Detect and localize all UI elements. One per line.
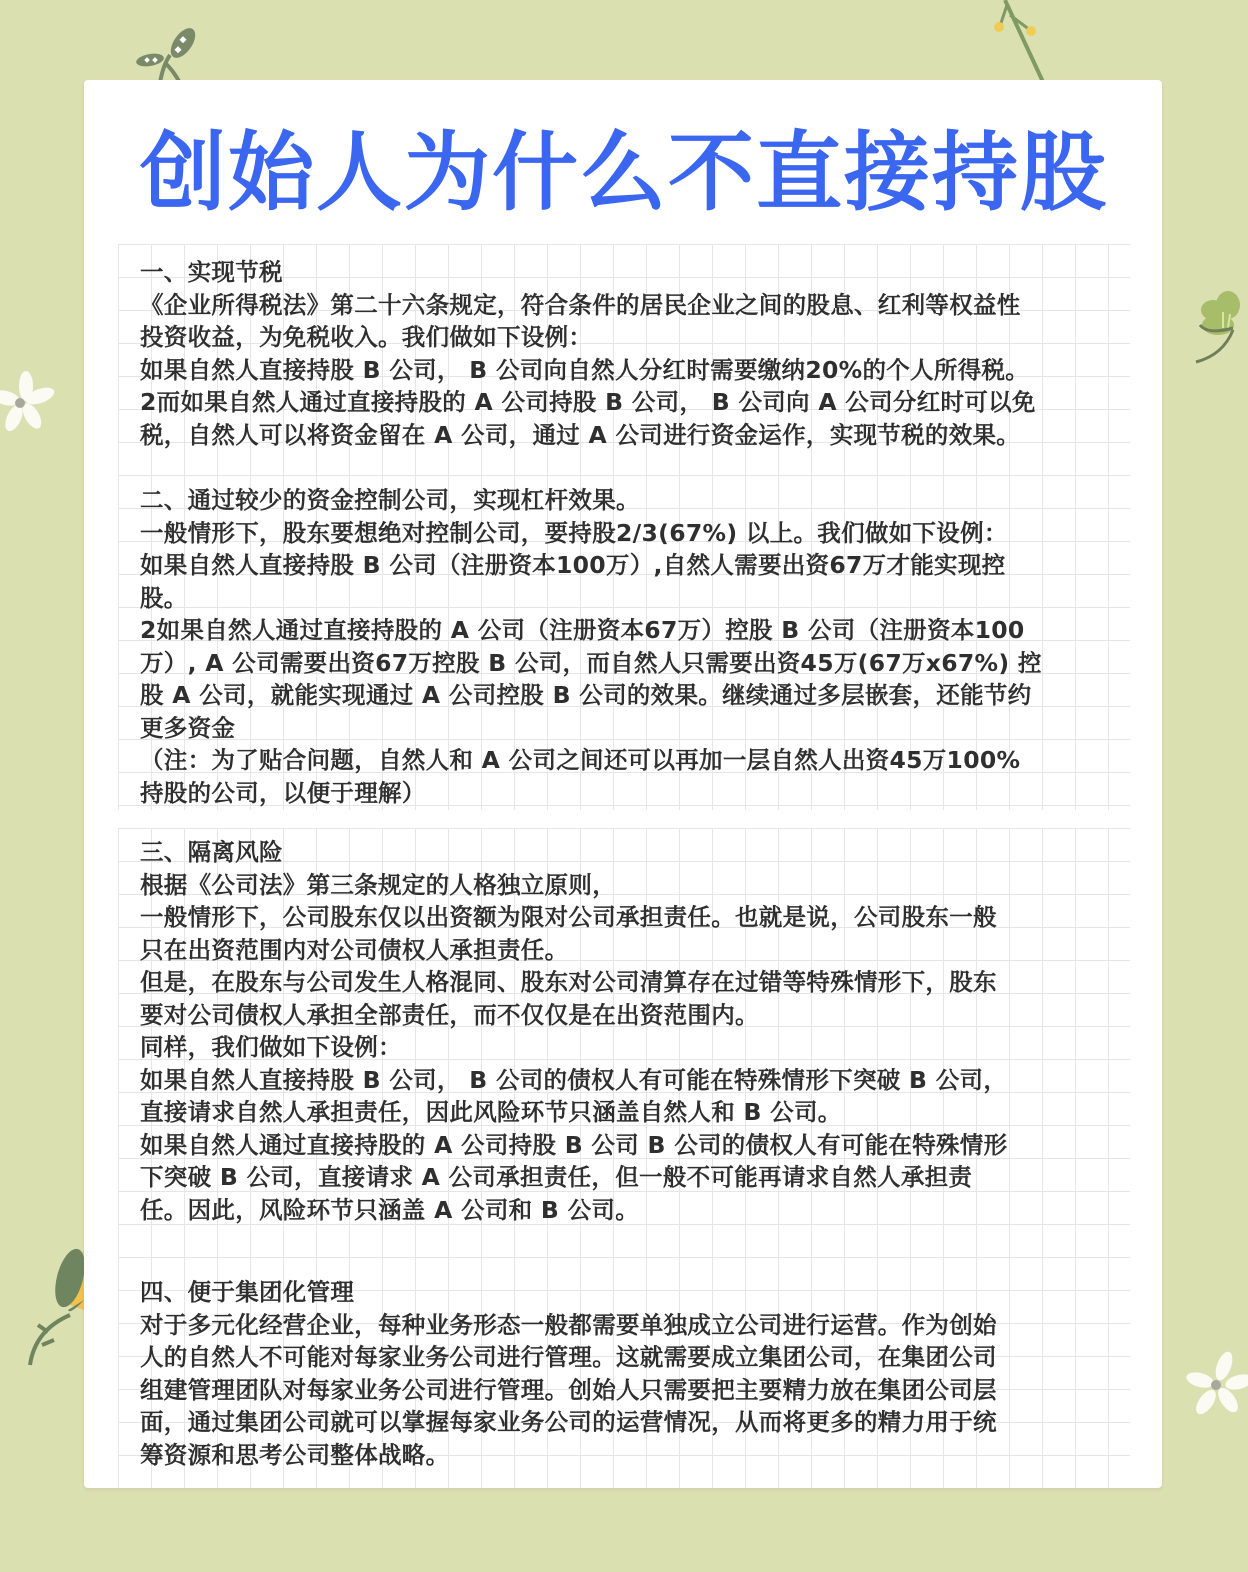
- paragraph-line: 只在出资范围内对公司债权人承担责任。: [140, 935, 569, 964]
- section-heading: 一、实现节税: [140, 258, 283, 286]
- paragraph-line: 如果自然人直接持股 B 公司， B 公司的债权人有可能在特殊情形下突破 B 公司，: [140, 1065, 1008, 1094]
- paragraph-line: 同样，我们做如下设例：: [140, 1033, 402, 1061]
- paragraph-line: 直接请求自然人承担责任，因此风险环节只涵盖自然人和 B 公司。: [140, 1098, 842, 1126]
- paragraph-line: 但是，在股东与公司发生人格混同、股东对公司清算存在过错等特殊情形下，股东: [140, 968, 997, 996]
- section-group-management: [140, 1276, 1130, 1471]
- section-tax-saving: [140, 256, 1130, 451]
- paragraph-line: 如果自然人直接持股 B 公司， B 公司向自然人分红时需要缴纳20%的个人所得税。: [140, 355, 1030, 384]
- paragraph-line: 对于多元化经营企业，每种业务形态一般都需要单独成立公司进行运营。作为创始: [140, 1310, 997, 1339]
- page-title: 创始人为什么不直接持股: [140, 123, 1108, 223]
- daisy-icon: [1182, 1350, 1248, 1422]
- paragraph-line: 股 A 公司，就能实现通过 A 公司控股 B 公司的效果。继续通过多层嵌套，还能节约: [140, 681, 1032, 709]
- section-risk-isolation: [140, 836, 1130, 1226]
- paragraph-line: 股。: [140, 583, 188, 612]
- paragraph-line: 税，自然人可以将资金留在 A 公司，通过 A 公司进行资金运作，实现节税的效果。: [140, 420, 1021, 449]
- paragraph-line: 一般情形下，公司股东仅以出资额为限对公司承担责任。也就是说，公司股东一般: [140, 903, 997, 931]
- paragraph-line: 一般情形下，股东要想绝对控制公司，要持股2/3(67%) 以上。我们做如下设例：: [140, 518, 1008, 547]
- paragraph-line: （注：为了贴合问题，自然人和 A 公司之间还可以再加一层自然人出资45万100%: [140, 746, 1021, 774]
- paragraph-line: 万）, A 公司需要出资67万控股 B 公司，而自然人只需要出资45万(67万x67%) 控: [140, 648, 1042, 677]
- section-heading: 四、便于集团化管理: [140, 1278, 355, 1306]
- paragraph-line: 任。因此，风险环节只涵盖 A 公司和 B 公司。: [140, 1195, 640, 1224]
- paragraph-line: 如果自然人直接持股 B 公司（注册资本100万）,自然人需要出资67万才能实现控: [140, 551, 1006, 579]
- paragraph-line: 下突破 B 公司，直接请求 A 公司承担责任，但一般不可能再请求自然人承担责: [140, 1163, 973, 1191]
- paragraph-line: 组建管理团队对每家业务公司进行管理。创始人只需要把主要精力放在集团公司层: [140, 1375, 997, 1404]
- branch-icon: [985, 0, 1065, 82]
- paragraph-line: 面，通过集团公司就可以掌握每家业务公司的运营情况，从而将更多的精力用于统: [140, 1408, 997, 1436]
- tulip-icon: [20, 1240, 86, 1370]
- section-heading: 三、隔离风险: [140, 838, 283, 866]
- paragraph-line: 如果自然人通过直接持股的 A 公司持股 B 公司 B 公司的债权人有可能在特殊情形: [140, 1130, 1008, 1159]
- paragraph-line: 2如果自然人通过直接持股的 A 公司（注册资本67万）控股 B 公司（注册资本100: [140, 616, 1025, 644]
- paragraph-line: 要对公司债权人承担全部责任，而不仅仅是在出资范围内。: [140, 1000, 759, 1029]
- paragraph-line: 2而如果自然人通过直接持股的 A 公司持股 B 公司， B 公司向 A 公司分红时可以免: [140, 388, 1036, 416]
- paragraph-line: 投资收益，为免税收入。我们做如下设例：: [140, 323, 593, 351]
- paragraph-line: 人的自然人不可能对每家业务公司进行管理。这就需要成立集团公司，在集团公司: [140, 1343, 997, 1371]
- paragraph-line: 更多资金: [140, 713, 236, 742]
- section-heading: 二、通过较少的资金控制公司，实现杠杆效果。: [140, 486, 640, 514]
- paragraph-line: 《企业所得税法》第二十六条规定，符合条件的居民企业之间的股息、红利等权益性: [140, 290, 1021, 319]
- clover-flower-icon: [1188, 290, 1248, 375]
- section-leverage: [140, 484, 1130, 809]
- paragraph-line: 筹资源和思考公司整体战略。: [140, 1440, 450, 1469]
- paragraph-line: 根据《公司法》第三条规定的人格独立原则，: [140, 870, 616, 899]
- daisy-icon: [0, 368, 60, 438]
- paragraph-line: 持股的公司，以便于理解）: [140, 778, 426, 807]
- leaf-sprig-icon: [125, 25, 205, 85]
